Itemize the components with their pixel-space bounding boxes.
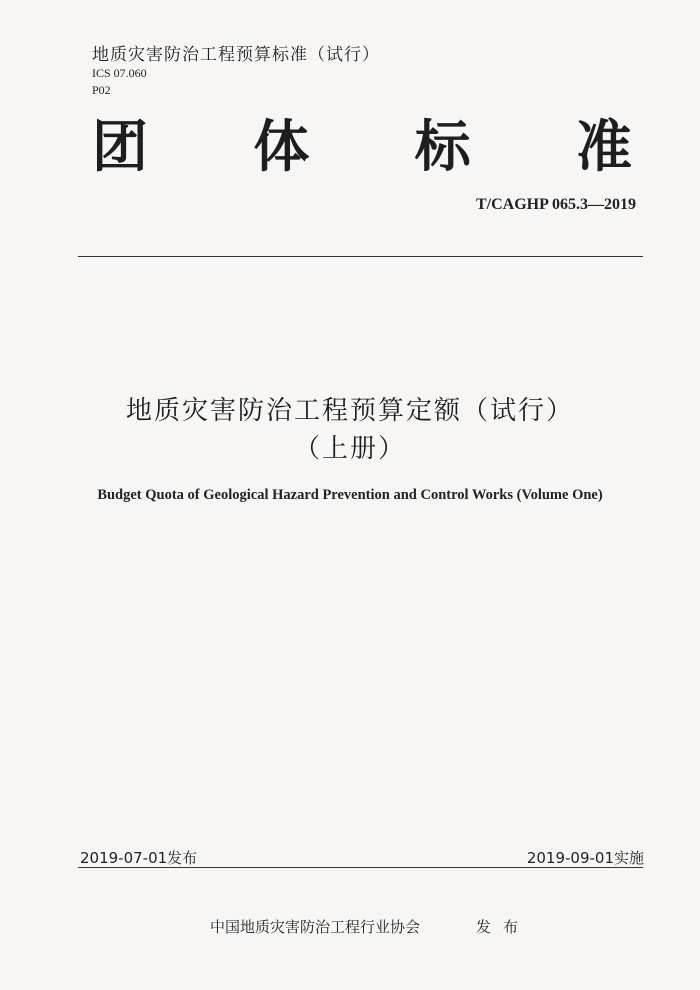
document-title-chinese: 地质灾害防治工程预算定额（试行） <box>125 396 574 426</box>
standard-type-char: 体 <box>253 115 310 180</box>
top-divider <box>78 256 643 257</box>
standard-type-char: 标 <box>414 115 471 180</box>
series-title: 地质灾害防治工程预算标准（试行） <box>92 45 380 65</box>
standard-type-char: 准 <box>575 115 632 180</box>
document-title-english: Budget Quota of Geological Hazard Prevention and Control Works (Volume One) <box>97 487 603 503</box>
issue-date: 2019-07-01发布 <box>80 849 198 867</box>
ccs-code: P02 <box>92 83 111 97</box>
publish-label: 发布 <box>476 918 531 936</box>
ics-code: ICS 07.060 <box>92 66 147 80</box>
publisher-name: 中国地质灾害防治工程行业协会 <box>210 918 421 936</box>
bottom-divider <box>78 867 643 868</box>
document-volume: （上册） <box>293 434 406 464</box>
implementation-date: 2019-09-01实施 <box>526 849 644 867</box>
standard-number: T/CAGHP 065.3—2019 <box>475 196 636 213</box>
standard-type-char: 团 <box>92 115 148 180</box>
standard-type-heading <box>92 112 632 184</box>
